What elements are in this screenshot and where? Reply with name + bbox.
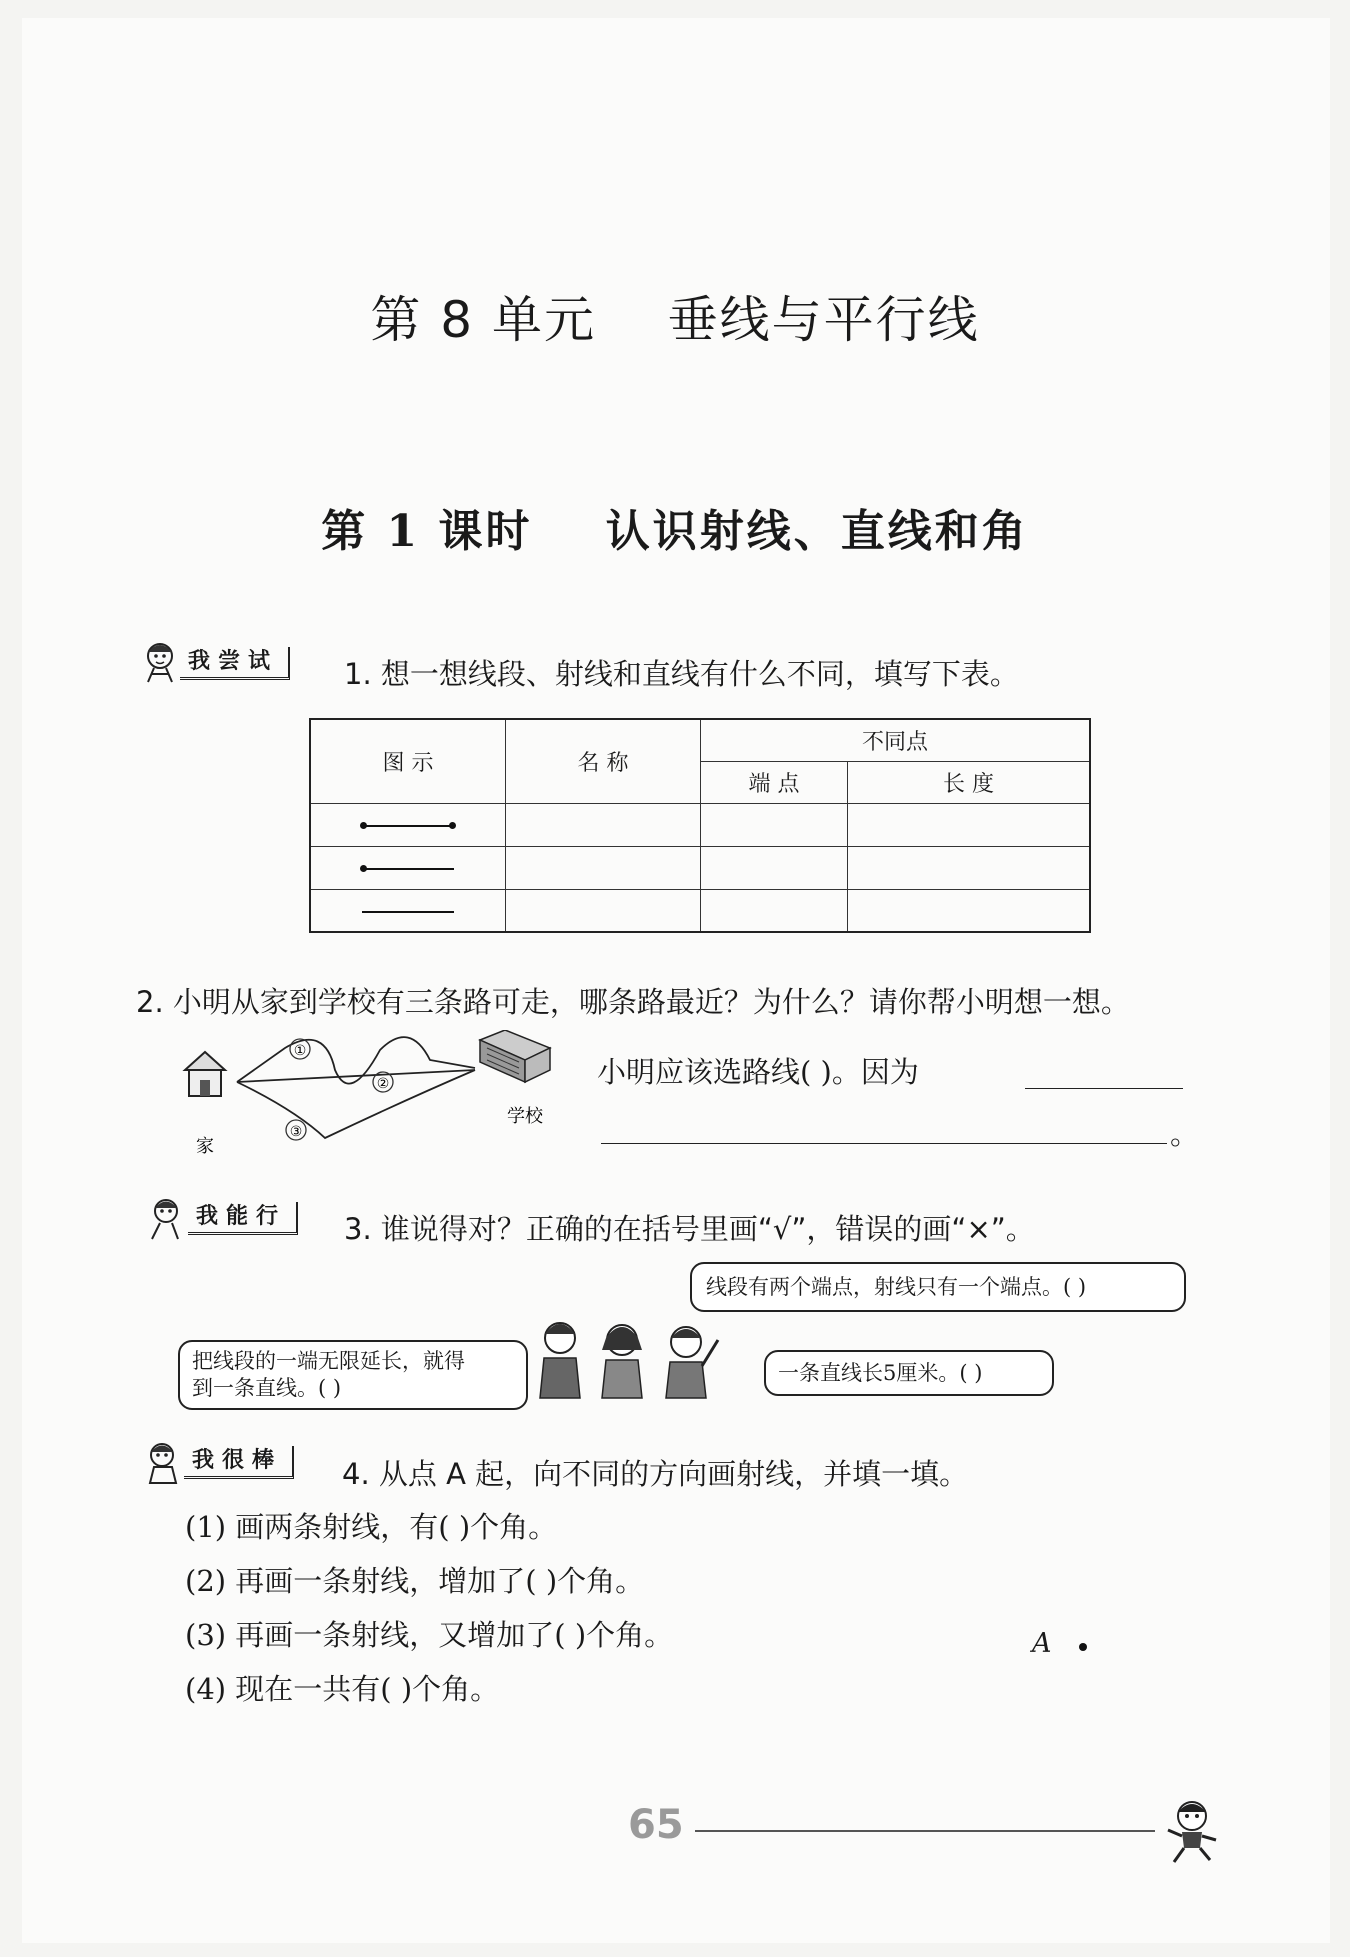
boy-pointing-icon: [666, 1327, 718, 1398]
point-a-label: A: [1032, 1628, 1052, 1659]
table-row: [310, 803, 1090, 846]
badge-try-label: 我尝试: [180, 647, 290, 680]
answer-cell[interactable]: [506, 803, 701, 846]
home-label: 家: [196, 1136, 214, 1157]
bubble-left-line1: 把线段的一端无限延长，就得: [192, 1349, 465, 1373]
route-label-1: ①: [293, 1043, 307, 1059]
answer-cell[interactable]: [506, 846, 701, 889]
mascot-girl-icon: [134, 638, 186, 688]
q4-item-3: (3) 再画一条射线，又增加了( )个角。: [185, 1618, 674, 1652]
header-diff: 不同点: [701, 719, 1091, 761]
q4-text: 4. 从点 A 起，向不同的方向画射线，并填一填。: [342, 1457, 969, 1491]
header-figure: 图 示: [310, 719, 506, 803]
boy-icon: [540, 1323, 580, 1398]
badge-great-label: 我很棒: [184, 1446, 294, 1479]
school-label: 学校: [507, 1106, 543, 1127]
q2-answer-end: 。: [1170, 1117, 1200, 1151]
house-icon: [185, 1052, 225, 1096]
bubble-left-line2: 到一条直线。( ): [192, 1376, 342, 1400]
q2-answer-prompt: 小明应该选路线( )。因为: [597, 1055, 919, 1089]
unit-title: 第 8 单元 垂线与平行线: [370, 291, 980, 349]
q4-item-4: (4) 现在一共有( )个角。: [185, 1672, 500, 1706]
answer-cell[interactable]: [701, 889, 848, 932]
table-row: [310, 846, 1090, 889]
answer-cell[interactable]: [701, 846, 848, 889]
q1-text: 1. 想一想线段、射线和直线有什么不同，填写下表。: [344, 657, 1019, 691]
segment-figure: [310, 803, 506, 846]
header-endpoints: 端 点: [701, 761, 848, 803]
route-diagram: [175, 1030, 575, 1160]
route-2: [237, 1070, 475, 1082]
q4-item-2: (2) 再画一条射线，增加了( )个角。: [185, 1564, 645, 1598]
school-icon: [480, 1030, 550, 1082]
q2-text: 2. 小明从家到学校有三条路可走，哪条路最近？为什么？请你帮小明想一想。: [136, 985, 1130, 1019]
mascot-girl-icon: [138, 1437, 190, 1487]
answer-cell[interactable]: [848, 889, 1091, 932]
speech-bubble-right: 一条直线长5厘米。( ): [764, 1350, 1054, 1396]
answer-cell[interactable]: [701, 803, 848, 846]
badge-great: [138, 1442, 294, 1482]
q3-text: 3. 谁说得对？正确的在括号里画“√”，错误的画“×”。: [344, 1212, 1035, 1246]
mascot-girl-icon: [142, 1193, 194, 1243]
badge-try: [134, 643, 290, 683]
table-row: [310, 889, 1090, 932]
point-a-dot: [1079, 1643, 1087, 1651]
reason-blank-2[interactable]: [601, 1143, 1167, 1144]
q4-item-1: (1) 画两条射线，有( )个角。: [185, 1510, 558, 1544]
header-length: 长 度: [848, 761, 1091, 803]
answer-cell[interactable]: [848, 846, 1091, 889]
lesson-title: 第 1 课时 认识射线、直线和角: [321, 506, 1029, 557]
running-boy-icon: [1160, 1796, 1226, 1866]
footer-rule: [695, 1830, 1155, 1832]
comparison-table: [309, 718, 1091, 933]
reason-blank-1[interactable]: [1025, 1088, 1183, 1089]
header-name: 名 称: [506, 719, 701, 803]
badge-can-label: 我能行: [188, 1202, 298, 1235]
answer-cell[interactable]: [848, 803, 1091, 846]
answer-cell[interactable]: [506, 889, 701, 932]
route-label-2: ②: [376, 1076, 390, 1092]
speech-bubble-left: [178, 1340, 528, 1410]
page-number: 65: [628, 1802, 684, 1848]
line-figure: [310, 889, 506, 932]
badge-can: [142, 1198, 298, 1238]
route-label-3: ③: [289, 1124, 303, 1140]
ray-figure: [310, 846, 506, 889]
three-children-illustration: [520, 1300, 740, 1400]
speech-bubble-top: 线段有两个端点，射线只有一个端点。( ): [690, 1262, 1186, 1312]
girl-icon: [602, 1325, 642, 1398]
